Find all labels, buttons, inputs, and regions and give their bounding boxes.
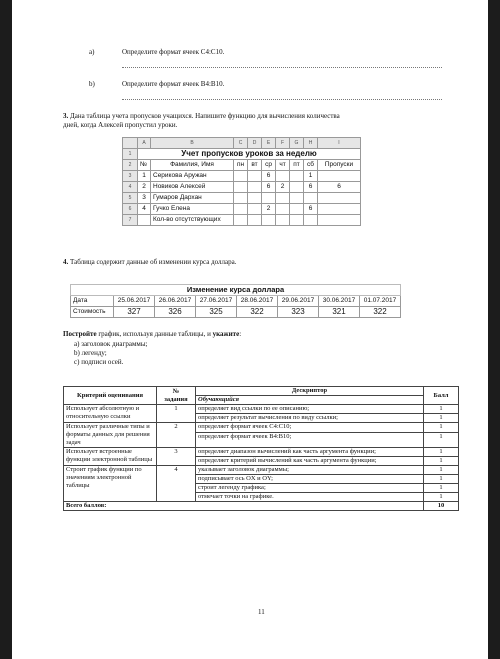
date-cell: 27.06.2017	[196, 296, 237, 307]
col-letter: D	[248, 138, 262, 149]
col-letter: I	[318, 138, 361, 149]
criterion-cell: Использует различные типы и форматы данных для решения задач	[64, 423, 157, 448]
descriptor-cell: определяет критерий вычислений как часть аргумента функции;	[196, 457, 424, 466]
task-number-cell: 3	[157, 448, 196, 466]
cell: 4	[138, 204, 151, 215]
attendance-spreadsheet	[122, 137, 361, 226]
date-cell: 01.07.2017	[360, 296, 401, 307]
cell	[248, 193, 262, 204]
col-letter: A	[138, 138, 151, 149]
row-number: 1	[123, 149, 138, 160]
cell: Кол-во отсутствующих	[151, 215, 234, 226]
table-row	[64, 448, 459, 457]
instruction-bold-build: Постройте	[63, 330, 97, 338]
cell	[318, 193, 361, 204]
col-letter: H	[304, 138, 318, 149]
score-cell: 1	[424, 433, 459, 448]
cell	[304, 193, 318, 204]
header-cell: №	[138, 160, 151, 171]
row-number: 7	[123, 215, 138, 226]
instruction-bold-specify: укажите	[212, 330, 240, 338]
sheet-header-row	[123, 160, 361, 171]
cell	[248, 171, 262, 182]
question-b-text: Определите формат ячеек B4:B10.	[122, 80, 225, 88]
cell	[290, 215, 304, 226]
table-row	[123, 193, 361, 204]
question-a-label: a)	[89, 48, 95, 56]
row-number: 2	[123, 160, 138, 171]
total-row	[64, 502, 459, 511]
descriptor-cell: определяет диапазон вычислений как часть аргумента функции;	[196, 448, 424, 457]
cell: 6	[304, 182, 318, 193]
cell	[234, 171, 248, 182]
cell	[234, 182, 248, 193]
header-task	[157, 387, 196, 405]
score-cell: 1	[424, 457, 459, 466]
cell: 2	[262, 204, 276, 215]
cost-cell: 323	[278, 307, 319, 318]
criterion-cell: Строит график функции по значениям электронной таблицы	[64, 466, 157, 502]
cell	[248, 204, 262, 215]
question-a-text: Определите формат ячеек C4:C10.	[122, 48, 225, 56]
table-row	[71, 307, 401, 318]
sheet-corner	[123, 138, 138, 149]
cell: 6	[262, 182, 276, 193]
descriptor-cell: строит легенду графика;	[196, 484, 424, 493]
cell	[276, 215, 290, 226]
cell	[318, 171, 361, 182]
header-cell: ср	[262, 160, 276, 171]
cell	[276, 171, 290, 182]
cost-cell: 326	[155, 307, 196, 318]
header-cell: Фамилия, Имя	[151, 160, 234, 171]
header-task-line2: задания	[164, 395, 188, 403]
cost-label: Стоимость	[71, 307, 114, 318]
row-number: 4	[123, 182, 138, 193]
sheet-title: Учет пропусков уроков за неделю	[138, 149, 361, 160]
header-cell: вт	[248, 160, 262, 171]
cell: 1	[304, 171, 318, 182]
col-letter: F	[276, 138, 290, 149]
row-number: 5	[123, 193, 138, 204]
descriptor-cell: определяет результат вычисления по виду ссылки;	[196, 414, 424, 423]
question-b-label: b)	[89, 80, 95, 88]
cell: Гучко Елена	[151, 204, 234, 215]
cell	[248, 182, 262, 193]
date-cell: 29.06.2017	[278, 296, 319, 307]
cell	[262, 215, 276, 226]
score-cell: 1	[424, 475, 459, 484]
descriptor-cell: подписывает ось OX и OY;	[196, 475, 424, 484]
score-cell: 1	[424, 466, 459, 475]
table-row	[71, 296, 401, 307]
criterion-cell: Использует абсолютную и относительную ссылки	[64, 405, 157, 423]
header-cell: пн	[234, 160, 248, 171]
table-row	[64, 466, 459, 475]
descriptor-cell: определяет вид ссылки по ее описанию;	[196, 405, 424, 414]
header-cell: Пропуски	[318, 160, 361, 171]
total-label: Всего баллов:	[64, 502, 424, 511]
score-cell: 1	[424, 484, 459, 493]
total-score: 10	[424, 502, 459, 511]
date-cell: 26.06.2017	[155, 296, 196, 307]
cell	[276, 204, 290, 215]
col-letter: B	[151, 138, 234, 149]
header-descriptor: Дескриптор	[196, 387, 424, 396]
criterion-cell: Использует встроенные функции электронной таблицы	[64, 448, 157, 466]
task3-text-line2: дней, когда Алексей пропустил уроки.	[63, 121, 178, 129]
score-cell: 1	[424, 448, 459, 457]
cell: 2	[276, 182, 290, 193]
cell: 6	[318, 182, 361, 193]
descriptor-cell: отмечает точки на графике.	[196, 493, 424, 502]
cost-cell: 322	[360, 307, 401, 318]
sheet-column-header-row	[123, 138, 361, 149]
answer-line-a	[122, 66, 442, 68]
score-cell: 1	[424, 423, 459, 433]
cell	[304, 215, 318, 226]
header-cell: сб	[304, 160, 318, 171]
cell	[290, 204, 304, 215]
cost-cell: 322	[237, 307, 278, 318]
task-number-cell: 1	[157, 405, 196, 423]
cell	[138, 215, 151, 226]
cost-cell: 327	[114, 307, 155, 318]
header-learner: Обучающийся	[196, 396, 424, 405]
rubric-header-row	[64, 387, 459, 396]
list-item: b) легенду;	[74, 349, 107, 357]
worksheet-page	[12, 0, 488, 659]
descriptor-cell: определяет формат ячеек B4:B10;	[196, 433, 424, 448]
task-number-cell: 4	[157, 466, 196, 502]
row-number: 6	[123, 204, 138, 215]
rate-table-title: Изменение курса доллара	[71, 285, 401, 296]
date-label: Дата	[71, 296, 114, 307]
page-number: 11	[258, 608, 265, 616]
cell	[276, 193, 290, 204]
date-cell: 30.06.2017	[319, 296, 360, 307]
header-score: Балл	[424, 387, 459, 405]
list-item: a) заголовок диаграммы;	[74, 340, 148, 348]
descriptor-cell: определяет формат ячеек C4:C10;	[196, 423, 424, 433]
col-letter: E	[262, 138, 276, 149]
cost-cell: 325	[196, 307, 237, 318]
cost-cell: 321	[319, 307, 360, 318]
cell	[290, 193, 304, 204]
col-letter: C	[234, 138, 248, 149]
cell	[290, 171, 304, 182]
task4-paragraph	[63, 258, 237, 267]
score-cell: 1	[424, 405, 459, 414]
cell: 3	[138, 193, 151, 204]
cell: 6	[304, 204, 318, 215]
row-number: 3	[123, 171, 138, 182]
cell: 2	[138, 182, 151, 193]
task3-paragraph	[63, 112, 340, 121]
header-cell: пт	[290, 160, 304, 171]
cell: Серикова Аружан	[151, 171, 234, 182]
table-row	[123, 204, 361, 215]
score-cell: 1	[424, 414, 459, 423]
cell	[234, 204, 248, 215]
task3-text-line1: Дана таблица учета пропусков учащихся. Напишите функцию для вычисления количества	[70, 112, 340, 120]
task4-number: 4.	[63, 258, 69, 266]
cell	[234, 215, 248, 226]
header-criterion: Критерий оценивания	[64, 387, 157, 405]
header-task-line1: №	[172, 387, 180, 395]
cell	[290, 182, 304, 193]
table-row	[64, 423, 459, 433]
table-row	[123, 171, 361, 182]
cell	[234, 193, 248, 204]
instruction-middle: график, используя данные таблицы, и	[96, 330, 213, 338]
assessment-rubric	[63, 386, 459, 511]
cell	[318, 215, 361, 226]
cell: Гумаров Дархан	[151, 193, 234, 204]
task3-number: 3.	[63, 112, 69, 120]
task-number-cell: 2	[157, 423, 196, 448]
descriptor-cell: указывает заголовок диаграммы;	[196, 466, 424, 475]
task4-text: Таблица содержит данные об изменении курса доллара.	[70, 258, 237, 266]
cell: Новиков Алексей	[151, 182, 234, 193]
date-cell: 28.06.2017	[237, 296, 278, 307]
col-letter: G	[290, 138, 304, 149]
table-row	[123, 215, 361, 226]
cell: 1	[138, 171, 151, 182]
cell	[248, 215, 262, 226]
cell	[262, 193, 276, 204]
table-row	[123, 182, 361, 193]
cell: 6	[262, 171, 276, 182]
task4-instruction	[63, 330, 241, 339]
table-row	[64, 405, 459, 414]
cell	[318, 204, 361, 215]
dollar-rate-table	[70, 284, 401, 318]
score-cell: 1	[424, 493, 459, 502]
header-cell: чт	[276, 160, 290, 171]
answer-line-b	[122, 98, 442, 100]
date-cell: 25.06.2017	[114, 296, 155, 307]
instruction-end: :	[239, 330, 242, 338]
list-item: c) подписи осей.	[74, 358, 124, 366]
